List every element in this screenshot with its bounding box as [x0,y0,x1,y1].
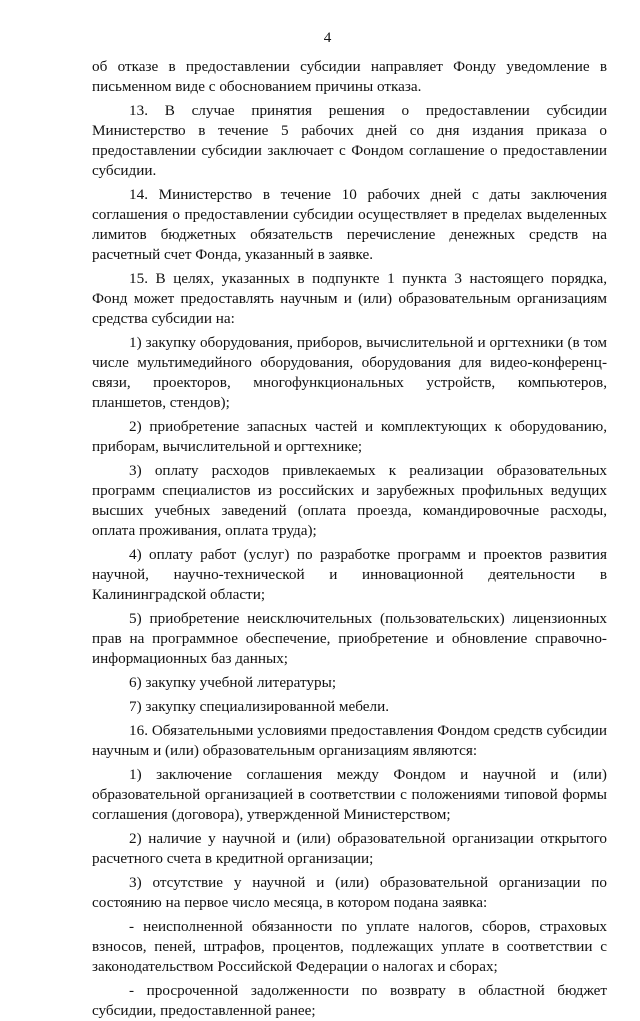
list-item: 5) приобретение неисключительных (пользовательских) лицензионных прав на программное обеспечение, приобретение и обновление справочно-информационных баз данных; [92,610,607,667]
paragraph: об отказе в предоставлении субсидии направляет Фонду уведомление в письменном виде с обоснованием причины отказа. [92,58,607,95]
list-item: 1) закупку оборудования, приборов, вычислительной и оргтехники (в том числе мультимедийного оборудования, оборудования для видео-конференц-связи, проекторов, многофункциональных устройств, компьютеров, планшетов, стендов); [92,334,607,411]
list-item: 2) приобретение запасных частей и комплектующих к оборудованию, приборам, вычислительной и оргтехнике; [92,418,607,455]
page-number: 4 [323,29,332,46]
list-item: 3) оплату расходов привлекаемых к реализации образовательных программ специалистов из российских и зарубежных профильных ведущих высших учебных заведений (оплата проезда, командировочные расходы, оплата проживания, оплата труда); [92,462,607,539]
paragraph: 13. В случае принятия решения о предоставлении субсидии Министерство в течение 5 рабочих дней со дня издания приказа о предоставлении субсидии заключает с Фондом соглашение о предоставлении субсидии. [92,102,607,179]
list-item: 3) отсутствие у научной и (или) образовательной организации по состоянию на первое число месяца, в котором подана заявка: [92,874,607,911]
bullet-item: - просроченной задолженности по возврату в областной бюджет субсидии, предоставленной ранее; [92,982,607,1019]
list-item: 7) закупку специализированной мебели. [129,698,389,715]
paragraph: 16. Обязательными условиями предоставления Фондом средств субсидии научным и (или) образовательным организациям являются: [92,722,607,759]
list-item: 1) заключение соглашения между Фондом и научной и (или) образовательной организацией в соответствии с положениями типовой формы соглашения (договора), утвержденной Министерством; [92,766,607,823]
list-item: 4) оплату работ (услуг) по разработке программ и проектов развития научной, научно-технической и инновационной деятельности в Калининградской области; [92,546,607,603]
bullet-item: - неисполненной обязанности по уплате налогов, сборов, страховых взносов, пеней, штрафов, процентов, подлежащих уплате в соответствии с законодательством Российской Федерации о налогах и сборах; [92,918,607,975]
list-item: 6) закупку учебной литературы; [129,674,337,691]
paragraph: 14. Министерство в течение 10 рабочих дней с даты заключения соглашения о предоставлении субсидии осуществляет в пределах выделенных лимитов бюджетных обязательств перечисление денежных средств на расчетный счет Фонда, указанный в заявке. [92,186,607,263]
list-item: 2) наличие у научной и (или) образовательной организации открытого расчетного счета в кредитной организации; [92,830,607,867]
paragraph: 15. В целях, указанных в подпункте 1 пункта 3 настоящего порядка, Фонд может предоставлять научным и (или) образовательным организациям средства субсидии на: [92,270,607,327]
